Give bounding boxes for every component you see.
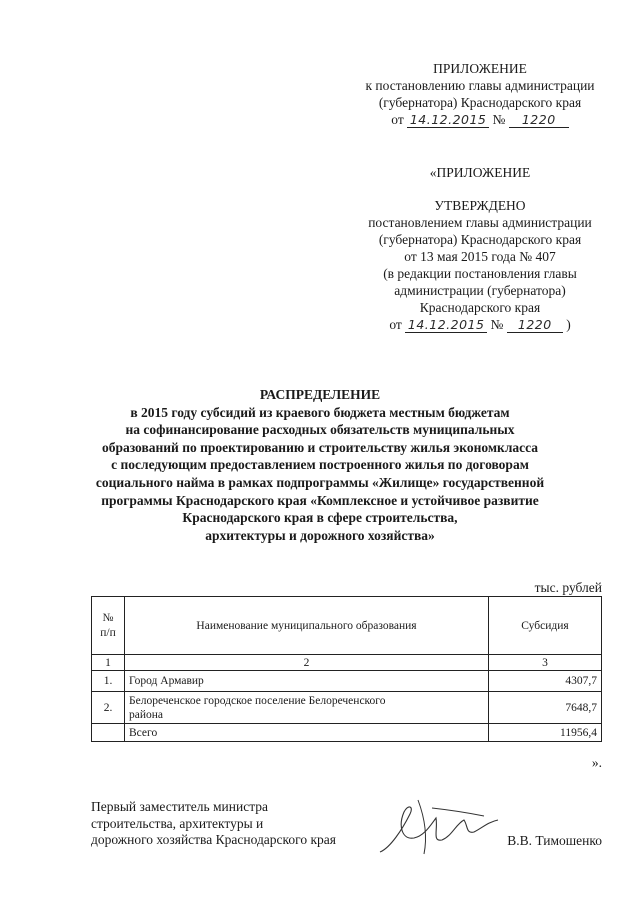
row-subsidy: 4307,7 — [489, 671, 602, 692]
col-number: 2 — [125, 655, 489, 671]
col-number: 3 — [489, 655, 602, 671]
col-number: 1 — [92, 655, 125, 671]
row-name-line: Белореченское городское поселение Белореченского — [129, 694, 386, 707]
total-label: Всего — [125, 724, 489, 742]
col-header-num-line: № — [102, 611, 114, 624]
signer-title-line: строительства, архитектуры и — [91, 815, 264, 831]
table-row — [92, 671, 602, 692]
row-num: 2. — [92, 692, 125, 724]
heading-line: архитектуры и дорожного хозяйства» — [205, 527, 435, 543]
closing-paren: ) — [566, 317, 571, 332]
row-name — [125, 692, 489, 724]
appendix-line: (губернатора) Краснодарского края — [378, 95, 582, 110]
number-label: № — [492, 112, 506, 127]
approval-line: (губернатора) Краснодарского края — [378, 232, 582, 247]
handwritten-date: 14.12.2015 — [407, 113, 489, 128]
approval-date-line — [330, 316, 630, 333]
total-row — [92, 724, 602, 742]
signer-title-line: Первый заместитель министра — [91, 799, 269, 814]
signer-name: В.В. Тимошенко — [507, 833, 602, 848]
col-number-row — [92, 655, 602, 671]
row-name: Город Армавир — [125, 671, 489, 692]
row-name-line: района — [129, 708, 164, 721]
approval-block — [330, 164, 630, 333]
appendix-line: к постановлению главы администрации — [365, 78, 595, 93]
appendix-title: ПРИЛОЖЕНИЕ — [433, 61, 527, 76]
row-subsidy: 7648,7 — [489, 692, 602, 724]
approval-line: (в редакции постановления главы — [383, 266, 577, 281]
col-header-num-line: п/п — [100, 626, 116, 639]
heading-line: программы Краснодарского края «Комплексное и устойчивое развитие — [101, 492, 539, 508]
table-header-row — [92, 597, 602, 655]
heading-title: РАСПРЕДЕЛЕНИЕ — [259, 387, 381, 402]
col-header-subsidy: Субсидия — [489, 597, 602, 655]
heading-line: в 2015 году субсидий из краевого бюджета местным бюджетам — [130, 404, 510, 420]
signer-title-line: дорожного хозяйства Краснодарского края — [91, 832, 337, 847]
approved-label: УТВЕРЖДЕНО — [434, 198, 526, 213]
heading-line: образований по проектированию и строительству жилья экономкласса — [101, 439, 539, 455]
approval-line: от 13 мая 2015 года № 407 — [404, 249, 556, 264]
heading-line: социального найма в рамках подпрограммы «Жилище» государственной — [95, 474, 545, 490]
approval-line: Краснодарского края — [419, 300, 541, 315]
handwritten-number: 1220 — [509, 113, 569, 128]
from-label: от — [389, 317, 402, 332]
appendix-header — [330, 60, 630, 128]
approval-appendix-title: «ПРИЛОЖЕНИЕ — [429, 165, 531, 180]
approval-line: администрации (губернатора) — [394, 283, 566, 298]
row-num: 1. — [92, 671, 125, 692]
appendix-date-line — [330, 111, 630, 128]
subsidy-table — [91, 596, 602, 742]
handwritten-number: 1220 — [507, 318, 563, 333]
heading-line: Краснодарского края в сфере строительства, — [182, 510, 458, 526]
total-value: 11956,4 — [489, 724, 602, 742]
number-label: № — [490, 317, 504, 332]
closing-quote: ». — [591, 755, 602, 770]
from-label: от — [391, 112, 404, 127]
heading-line: с последующим предоставлением построенного жилья по договорам — [111, 457, 529, 473]
handwritten-date: 14.12.2015 — [405, 318, 487, 333]
total-empty-cell — [92, 724, 125, 742]
col-header-name: Наименование муниципального образования — [125, 597, 489, 655]
distribution-heading — [60, 386, 580, 544]
approval-line: постановлением главы администрации — [368, 215, 592, 230]
units-label: тыс. рублей — [534, 580, 602, 595]
handwritten-signature — [372, 790, 512, 860]
col-header-num — [92, 597, 125, 655]
signature-block — [91, 799, 411, 849]
table-row — [92, 692, 602, 724]
heading-line: на софинансирование расходных обязательств муниципальных — [125, 422, 515, 438]
